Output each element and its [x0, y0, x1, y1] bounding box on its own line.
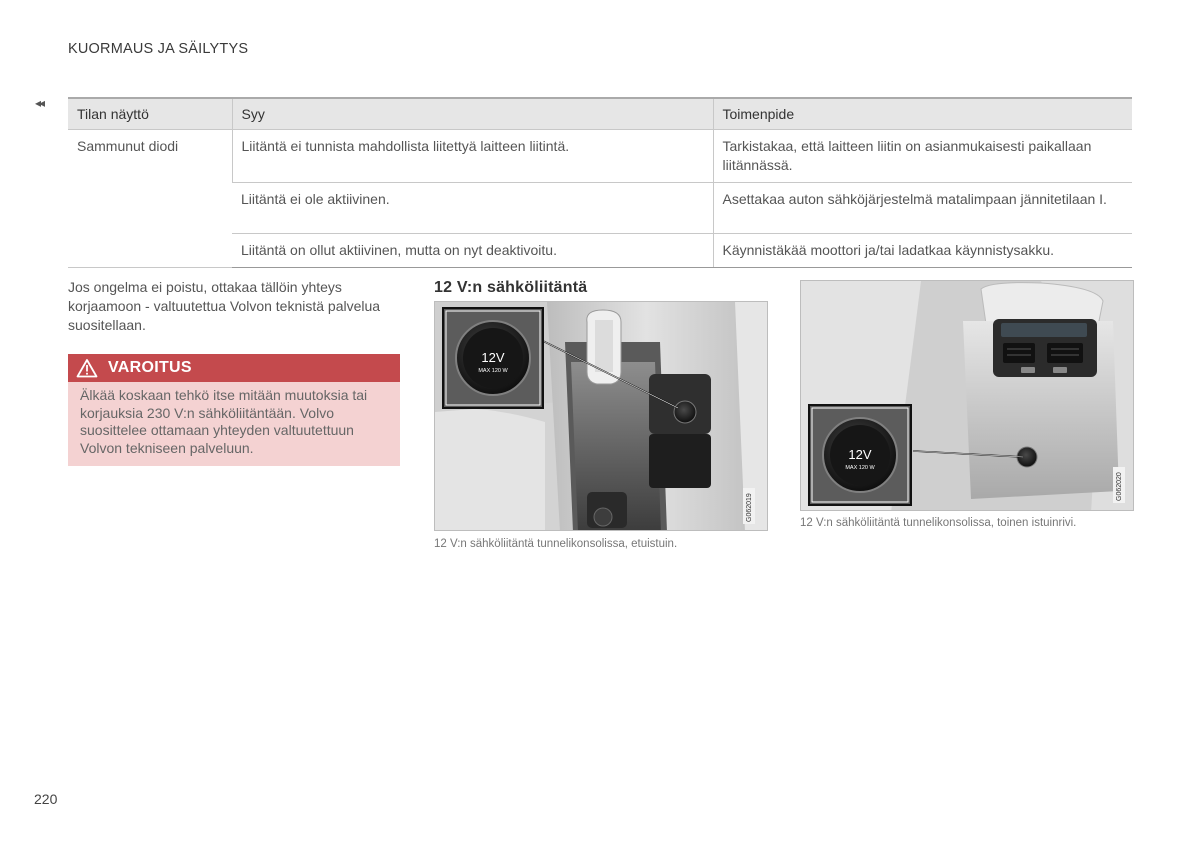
cause-cell: Liitäntä on ollut aktiivinen, mutta on nyt deaktivoitu. [232, 234, 713, 268]
warning-header [68, 354, 400, 382]
status-cell: Sammunut diodi [68, 130, 232, 268]
warning-body: Älkää koskaan tehkö itse mitään muutoksia tai korjauksia 230 V:n sähköliitäntään. Volvo suosittelee ottamaan yhteyden valtuutettuun Volvon tekniseen palveluun. [68, 382, 400, 466]
figure-rear-console [800, 280, 1134, 511]
contact-paragraph: Jos ongelma ei poistu, ottakaa tällöin yhteys korjaamoon - valtuutettua Volvon teknistä palvelua suositellaan. [68, 279, 381, 333]
cause-cell: Liitäntä ei tunnista mahdollista liitettyä laitteen liitintä. [232, 130, 713, 183]
troubleshooting-table [68, 97, 1132, 268]
column-header-action: Toimenpide [713, 98, 1132, 130]
socket-sublabel: MAX 120 W [845, 465, 875, 471]
section-header: KUORMAUS JA SÄILYTYS [68, 41, 249, 57]
rear-console-illustration [801, 281, 1134, 511]
column-header-cause: Syy [232, 98, 713, 130]
socket-sublabel: MAX 120 W [478, 368, 508, 374]
section-title: 12 V:n sähköliitäntä [434, 279, 588, 296]
figure-code: G062020 [1116, 472, 1123, 501]
back-arrows-icon[interactable]: ◂◂ [35, 96, 44, 110]
warning-title: VAROITUS [108, 359, 192, 376]
action-cell: Asettakaa auton sähköjärjestelmä matalimpaan jännitetilaan I. [713, 183, 1132, 234]
column-header-status: Tilan näyttö [68, 98, 232, 130]
socket-label: 12V [848, 447, 872, 462]
figure-caption: 12 V:n sähköliitäntä tunnelikonsolissa, toinen istuinrivi. [800, 517, 1077, 529]
front-console-illustration [435, 302, 768, 531]
figure-front-console [434, 301, 768, 531]
page-number: 220 [34, 791, 58, 807]
table-row [68, 130, 1132, 183]
socket-label: 12V [481, 350, 505, 365]
figure-code: G062019 [746, 493, 753, 522]
figure-caption: 12 V:n sähköliitäntä tunnelikonsolissa, etuistuin. [434, 538, 678, 550]
action-cell: Käynnistäkää moottori ja/tai ladatkaa käynnistysakku. [713, 234, 1132, 268]
warning-triangle-icon [76, 358, 98, 378]
action-cell: Tarkistakaa, että laitteen liitin on asianmukaisesti paikallaan liitännässä. [713, 130, 1132, 183]
cause-cell: Liitäntä ei ole aktiivinen. [232, 183, 713, 234]
